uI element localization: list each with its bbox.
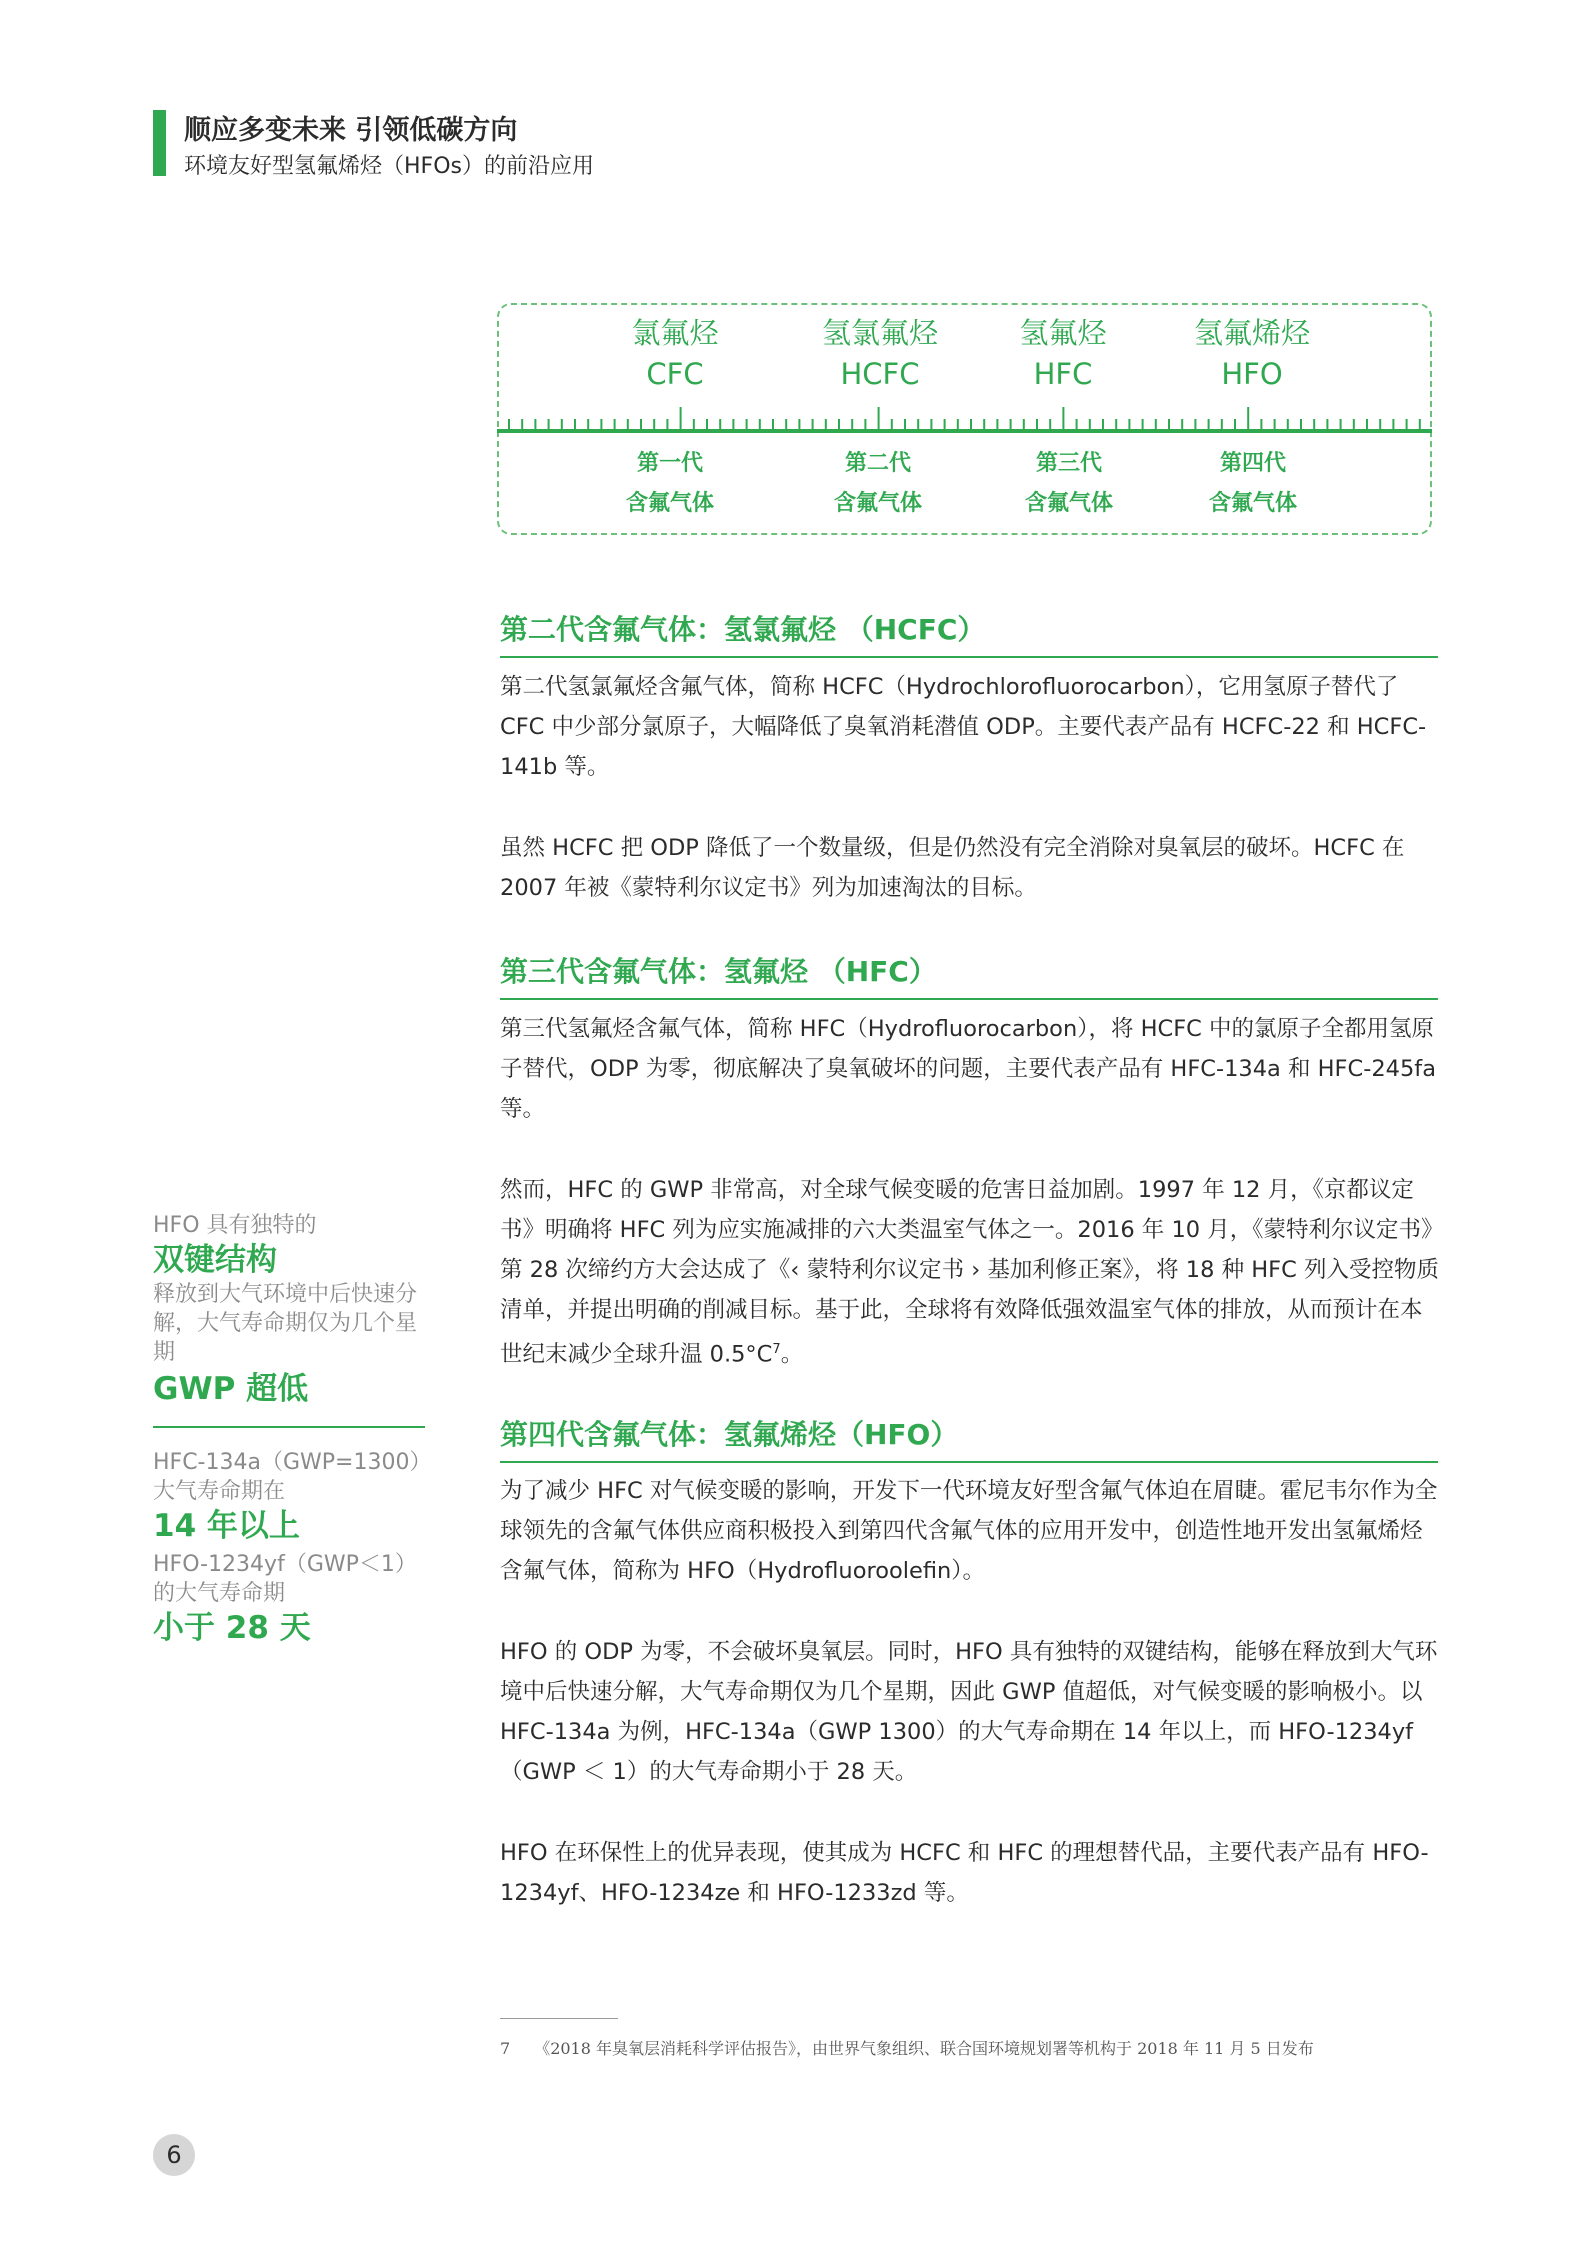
- paragraph-hcfc-phaseout: 虽然 HCFC 把 ODP 降低了一个数量级，但是仍然没有完全消除对臭氧层的破坏。HCFC 在 2007 年被《蒙特利尔议定书》列为加速淘汰的目标。: [500, 835, 1405, 901]
- paragraph-hfc-intro: 第三代氢氟烃含氟气体，简称 HFC（Hydrofluorocarbon），将 HCFC 中的氯原子全都用氢原子替代，ODP 为零，彻底解决了臭氧破坏的问题，主要代表产品有 HFC-134a 和 HFC-245fa 等。: [500, 1016, 1436, 1122]
- sidebar-highlight: 小于 28 天: [153, 1610, 311, 1646]
- timeline-label-name: 氢氟烃: [1019, 316, 1107, 350]
- timeline-generation-type: 含氟气体: [833, 491, 922, 516]
- timeline-generation-type: 含氟气体: [1024, 491, 1113, 516]
- footnote-text: 《2018 年臭氧层消耗科学评估报告》，由世界气象组织、联合国环境规划署等机构于 2018 年 11 月 5 日发布: [534, 2039, 1314, 2058]
- timeline-generation-1: [570, 444, 770, 524]
- timeline-label-name: 氢氯氟烃: [821, 316, 938, 350]
- timeline-generation-4: [1153, 444, 1353, 524]
- timeline-generation-label: 第三代: [1035, 451, 1102, 476]
- paragraph-hfc-gwp: [500, 1170, 1440, 1375]
- header-title: 顺应多变未来 引领低碳方向: [184, 115, 518, 146]
- timeline-generation-label: 第二代: [844, 451, 911, 476]
- paragraph-hfo-intro: 为了减少 HFC 对气候变暖的影响，开发下一代环境友好型含氟气体迫在眉睫。霍尼韦尔作为全球领先的含氟气体供应商积极投入到第四代含氟气体的应用开发中，创造性地开发出氢氟烯烃含氟气体，简称为 HFO（Hydrofluoroolefin）。: [500, 1478, 1438, 1584]
- footnote-number: 7: [500, 2039, 511, 2058]
- sidebar-text: 的大气寿命期: [153, 1581, 286, 1606]
- timeline-label-name: 氯氟烃: [631, 316, 719, 350]
- footnote: [500, 2036, 1314, 2059]
- timeline-generation-label: 第一代: [636, 451, 703, 476]
- footnote-divider: [500, 2018, 618, 2019]
- timeline-label-abbr: HCFC: [840, 357, 920, 391]
- timeline: [497, 303, 1432, 535]
- timeline-label-hfo: [1152, 313, 1352, 395]
- sidebar-callout: [153, 1211, 429, 1409]
- sidebar-callout-lifetime: [153, 1448, 432, 1648]
- timeline-generation-2: [778, 444, 978, 524]
- timeline-generation-label: 第四代: [1219, 451, 1286, 476]
- paragraph-hfo-properties: HFO 的 ODP 为零，不会破坏臭氧层。同时，HFO 具有独特的双键结构，能够在释放到大气环境中后快速分解，大气寿命期仅为几个星期，因此 GWP 值超低，对气候变暖的影响极小。以 HFC-134a 为例，HFC-134a（GWP 1300）的大气寿命期在 14 年以上，而 HFO-1234yf（GWP ＜ 1）的大气寿命期小于 28 天。: [500, 1639, 1438, 1785]
- section-heading-hcfc: 第二代含氟气体：氢氯氟烃 （HCFC）: [500, 608, 1438, 658]
- timeline-generation-3: [969, 444, 1169, 524]
- sidebar-highlight: 双键结构: [153, 1242, 277, 1278]
- sidebar-text: 大气寿命期在: [153, 1479, 286, 1504]
- paragraph-hfc-gwp-text: 然而，HFC 的 GWP 非常高，对全球气候变暖的危害日益加剧。1997 年 12 月，《京都议定书》明确将 HFC 列为应实施减排的六大类温室气体之一。2016 年 10 月，《蒙特利尔议定书》第 28 次缔约方大会达成了《‹ 蒙特利尔议定书 › 基加利修正案》，将 18 种 HFC 列入受控物质清单，并提出明确的削减目标。基于此，全球将有效降低强效温室气体的排放，从而预计在本世纪末减少全球升温 0.5°C: [500, 1177, 1439, 1368]
- timeline-generation-type: 含氟气体: [625, 491, 714, 516]
- timeline-generation-type: 含氟气体: [1208, 491, 1297, 516]
- sidebar-text: 释放到大气环境中后快速分解，大气寿命期仅为几个星期: [153, 1282, 418, 1365]
- sidebar-highlight: GWP 超低: [153, 1371, 309, 1407]
- paragraph-hfo-products: HFO 在环保性上的优异表现，使其成为 HCFC 和 HFC 的理想替代品，主要代表产品有 HFO-1234yf、HFO-1234ze 和 HFO-1233zd 等。: [500, 1840, 1429, 1906]
- sidebar-text: HFO 具有独特的: [153, 1213, 317, 1238]
- header-accent-bar: [153, 110, 166, 176]
- header-subtitle: 环境友好型氢氟烯烃（HFOs）的前沿应用: [184, 154, 594, 179]
- paragraph-hcfc-intro: 第二代氢氯氟烃含氟气体，简称 HCFC（Hydrochlorofluorocarbon），它用氢原子替代了 CFC 中少部分氯原子，大幅降低了臭氧消耗潜值 ODP。主要代表产品有 HCFC-22 和 HCFC-141b 等。: [500, 674, 1427, 780]
- timeline-label-abbr: HFC: [1033, 357, 1093, 391]
- sidebar-text: HFC-134a（GWP=1300）: [153, 1450, 432, 1475]
- timeline-label-hfc: [963, 313, 1163, 395]
- timeline-label-abbr: HFO: [1221, 357, 1283, 391]
- section-heading-hfc: 第三代含氟气体：氢氟烃 （HFC）: [500, 950, 1438, 1000]
- sidebar-text: HFO-1234yf（GWP＜1）: [153, 1552, 417, 1577]
- paragraph-end-mark: 。: [780, 1341, 804, 1368]
- sidebar-highlight: 14 年以上: [153, 1508, 300, 1544]
- page-number: 6: [153, 2134, 195, 2176]
- footnote-ref[interactable]: 7: [772, 1342, 781, 1357]
- timeline-label-abbr: CFC: [646, 357, 704, 391]
- sidebar-divider: [153, 1426, 425, 1428]
- timeline-label-cfc: [575, 313, 775, 395]
- timeline-label-hcfc: [780, 313, 980, 395]
- section-heading-hfo: 第四代含氟气体：氢氟烯烃（HFO）: [500, 1413, 1438, 1463]
- timeline-label-name: 氢氟烯烃: [1193, 316, 1310, 350]
